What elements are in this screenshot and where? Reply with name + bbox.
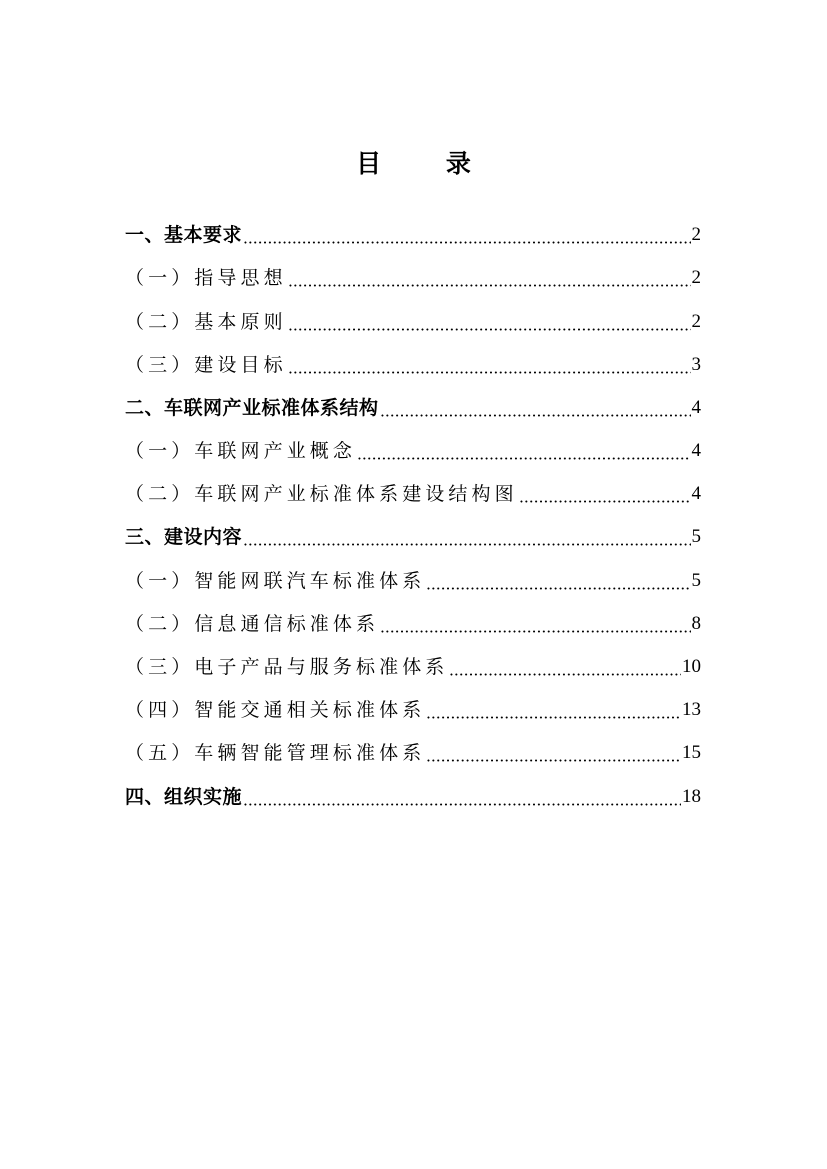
toc-page-number: 10 <box>682 656 701 677</box>
toc-entry[interactable] <box>125 305 701 335</box>
toc-dot-leader <box>519 483 691 503</box>
toc-entry[interactable] <box>125 391 701 421</box>
toc-entry[interactable] <box>125 348 701 378</box>
toc-entry[interactable] <box>125 693 701 723</box>
toc-page-number: 13 <box>682 699 701 720</box>
toc-entry[interactable] <box>125 607 701 637</box>
toc-dot-leader <box>426 699 681 719</box>
toc-entry[interactable] <box>125 520 701 550</box>
toc-dot-leader <box>426 742 681 762</box>
toc-entry-text: （五）车辆智能管理标准体系 <box>125 742 426 764</box>
toc-dot-leader <box>243 786 681 806</box>
toc-page-number: 2 <box>691 267 701 288</box>
toc-entry-text: （一）指导思想 <box>125 267 287 289</box>
toc-entry[interactable] <box>125 564 701 594</box>
toc-entry-text: 一、基本要求 <box>125 224 243 246</box>
toc-dot-leader <box>243 526 690 546</box>
toc-page-number: 5 <box>691 570 701 591</box>
toc-page-number: 2 <box>691 311 701 332</box>
toc-dot-leader <box>357 440 690 460</box>
toc-entry[interactable] <box>125 650 701 680</box>
toc-entry[interactable] <box>125 780 701 810</box>
toc-page-number: 8 <box>691 613 701 634</box>
toc-entry[interactable] <box>125 736 701 766</box>
toc-title: 目 录 <box>356 149 499 178</box>
toc-entry-text: （二）基本原则 <box>125 311 287 333</box>
toc-page-number: 3 <box>691 354 701 375</box>
toc-entry-text: 四、组织实施 <box>125 786 243 808</box>
toc-entry-text: （一）车联网产业概念 <box>125 440 357 462</box>
toc-entry-text: （一）智能网联汽车标准体系 <box>125 570 426 592</box>
toc-entry-text: （二）车联网产业标准体系建设结构图 <box>125 483 518 505</box>
toc-dot-leader <box>288 311 691 331</box>
toc-page-number: 5 <box>691 526 701 547</box>
toc-entry-text: （三）电子产品与服务标准体系 <box>125 656 449 678</box>
toc-page-number: 4 <box>691 483 701 504</box>
toc-dot-leader <box>449 656 681 676</box>
toc-dot-leader <box>426 570 690 590</box>
toc-page-number: 15 <box>682 742 701 763</box>
toc-page-number: 2 <box>691 224 701 245</box>
toc-entry-text: 三、建设内容 <box>125 526 243 548</box>
toc-dot-leader <box>288 267 691 287</box>
toc-dot-leader <box>288 354 691 374</box>
toc-entry[interactable] <box>125 477 701 507</box>
toc-entry-text: 二、车联网产业标准体系结构 <box>125 397 379 419</box>
toc-entry[interactable] <box>125 434 701 464</box>
toc-page-number: 18 <box>682 786 701 807</box>
toc-entry-text: （二）信息通信标准体系 <box>125 613 380 635</box>
toc-dot-leader <box>380 397 691 417</box>
toc-page-number: 4 <box>691 440 701 461</box>
toc-entry[interactable] <box>125 261 701 291</box>
toc-page-number: 4 <box>691 397 701 418</box>
toc-entry-text: （三）建设目标 <box>125 354 287 376</box>
toc-dot-leader <box>380 613 690 633</box>
toc-dot-leader <box>243 224 690 244</box>
toc-entry[interactable] <box>125 218 701 248</box>
toc-entry-text: （四）智能交通相关标准体系 <box>125 699 426 721</box>
